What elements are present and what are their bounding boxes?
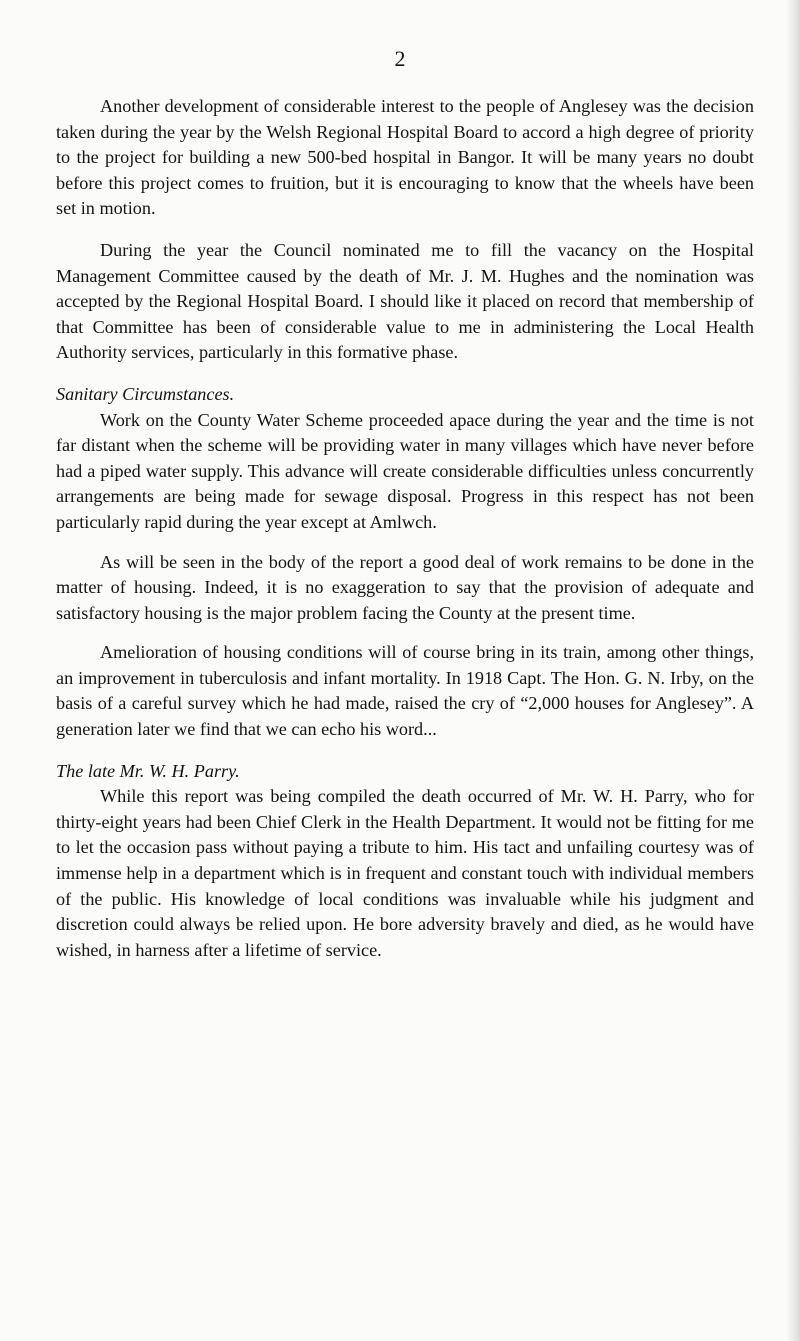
body-text [56, 94, 754, 963]
page-number: 2 [394, 46, 406, 71]
paragraph-housing: As will be seen in the body of the report a good deal of work remains to be done in the matter of housing. Indeed, it is no exaggeration to say that the provision of adequate and satisfactory housing is the major problem facing the County at the present time. [56, 551, 754, 623]
heading-sanitary-circumstances: Sanitary Circumstances. [56, 383, 235, 404]
paragraph-water-scheme: Work on the County Water Scheme proceeded apace during the year and the time is not far distant when the scheme will be providing water in many villages which have never before had a piped water supply. This advance will create considerable difficulties unless concurrently arrangements are being made for sewage disposal. Progress in this respect has not been particularly rapid during the year except at Amlwch. [56, 409, 754, 532]
paragraph-hospital-committee: During the year the Council nominated me to fill the vacancy on the Hospital Management Committee caused by the death of Mr. J. M. Hughes and the nomination was accepted by the Regional Hospital Board. I should like it placed on record that membership of that Committee has been of considerable value to me in administering the Local Health Authority services, particularly in this formative phase. [56, 239, 754, 363]
scan-edge-shadow [786, 0, 800, 1341]
heading-late-mr-parry: The late Mr. W. H. Parry. [56, 760, 240, 781]
paragraph-hospital-project: Another development of considerable interest to the people of Anglesey was the decision taken during the year by the Welsh Regional Hospital Board to accord a high degree of priority to the project for building a new 500-bed hospital in Bangor. It will be many years no doubt before this project comes to fruition, but it is encouraging to know that the wheels have been set in motion. [56, 96, 754, 219]
paragraph-parry-tribute: While this report was being compiled the death occurred of Mr. W. H. Parry, who for thirty-eight years had been Chief Clerk in the Health Department. It would not be fitting for me to let the occasion pass without paying a tribute to him. His tact and unfailing courtesy was of immense help in a department which is in frequent and constant touch with individual members of the public. His knowledge of local conditions was invaluable while his judgment and discretion could always be relied upon. He bore adversity bravely and died, as he would have wished, in harness after a lifetime of service. [56, 786, 754, 960]
paragraph-housing-amelioration: Amelioration of housing conditions will of course bring in its train, among other things, an improvement in tuberculosis and infant mortality. In 1918 Capt. The Hon. G. N. Irby, on the basis of a careful survey which he had made, raised the cry of “2,000 houses for Anglesey”. A generation later we find that we can echo his word... [56, 642, 754, 740]
